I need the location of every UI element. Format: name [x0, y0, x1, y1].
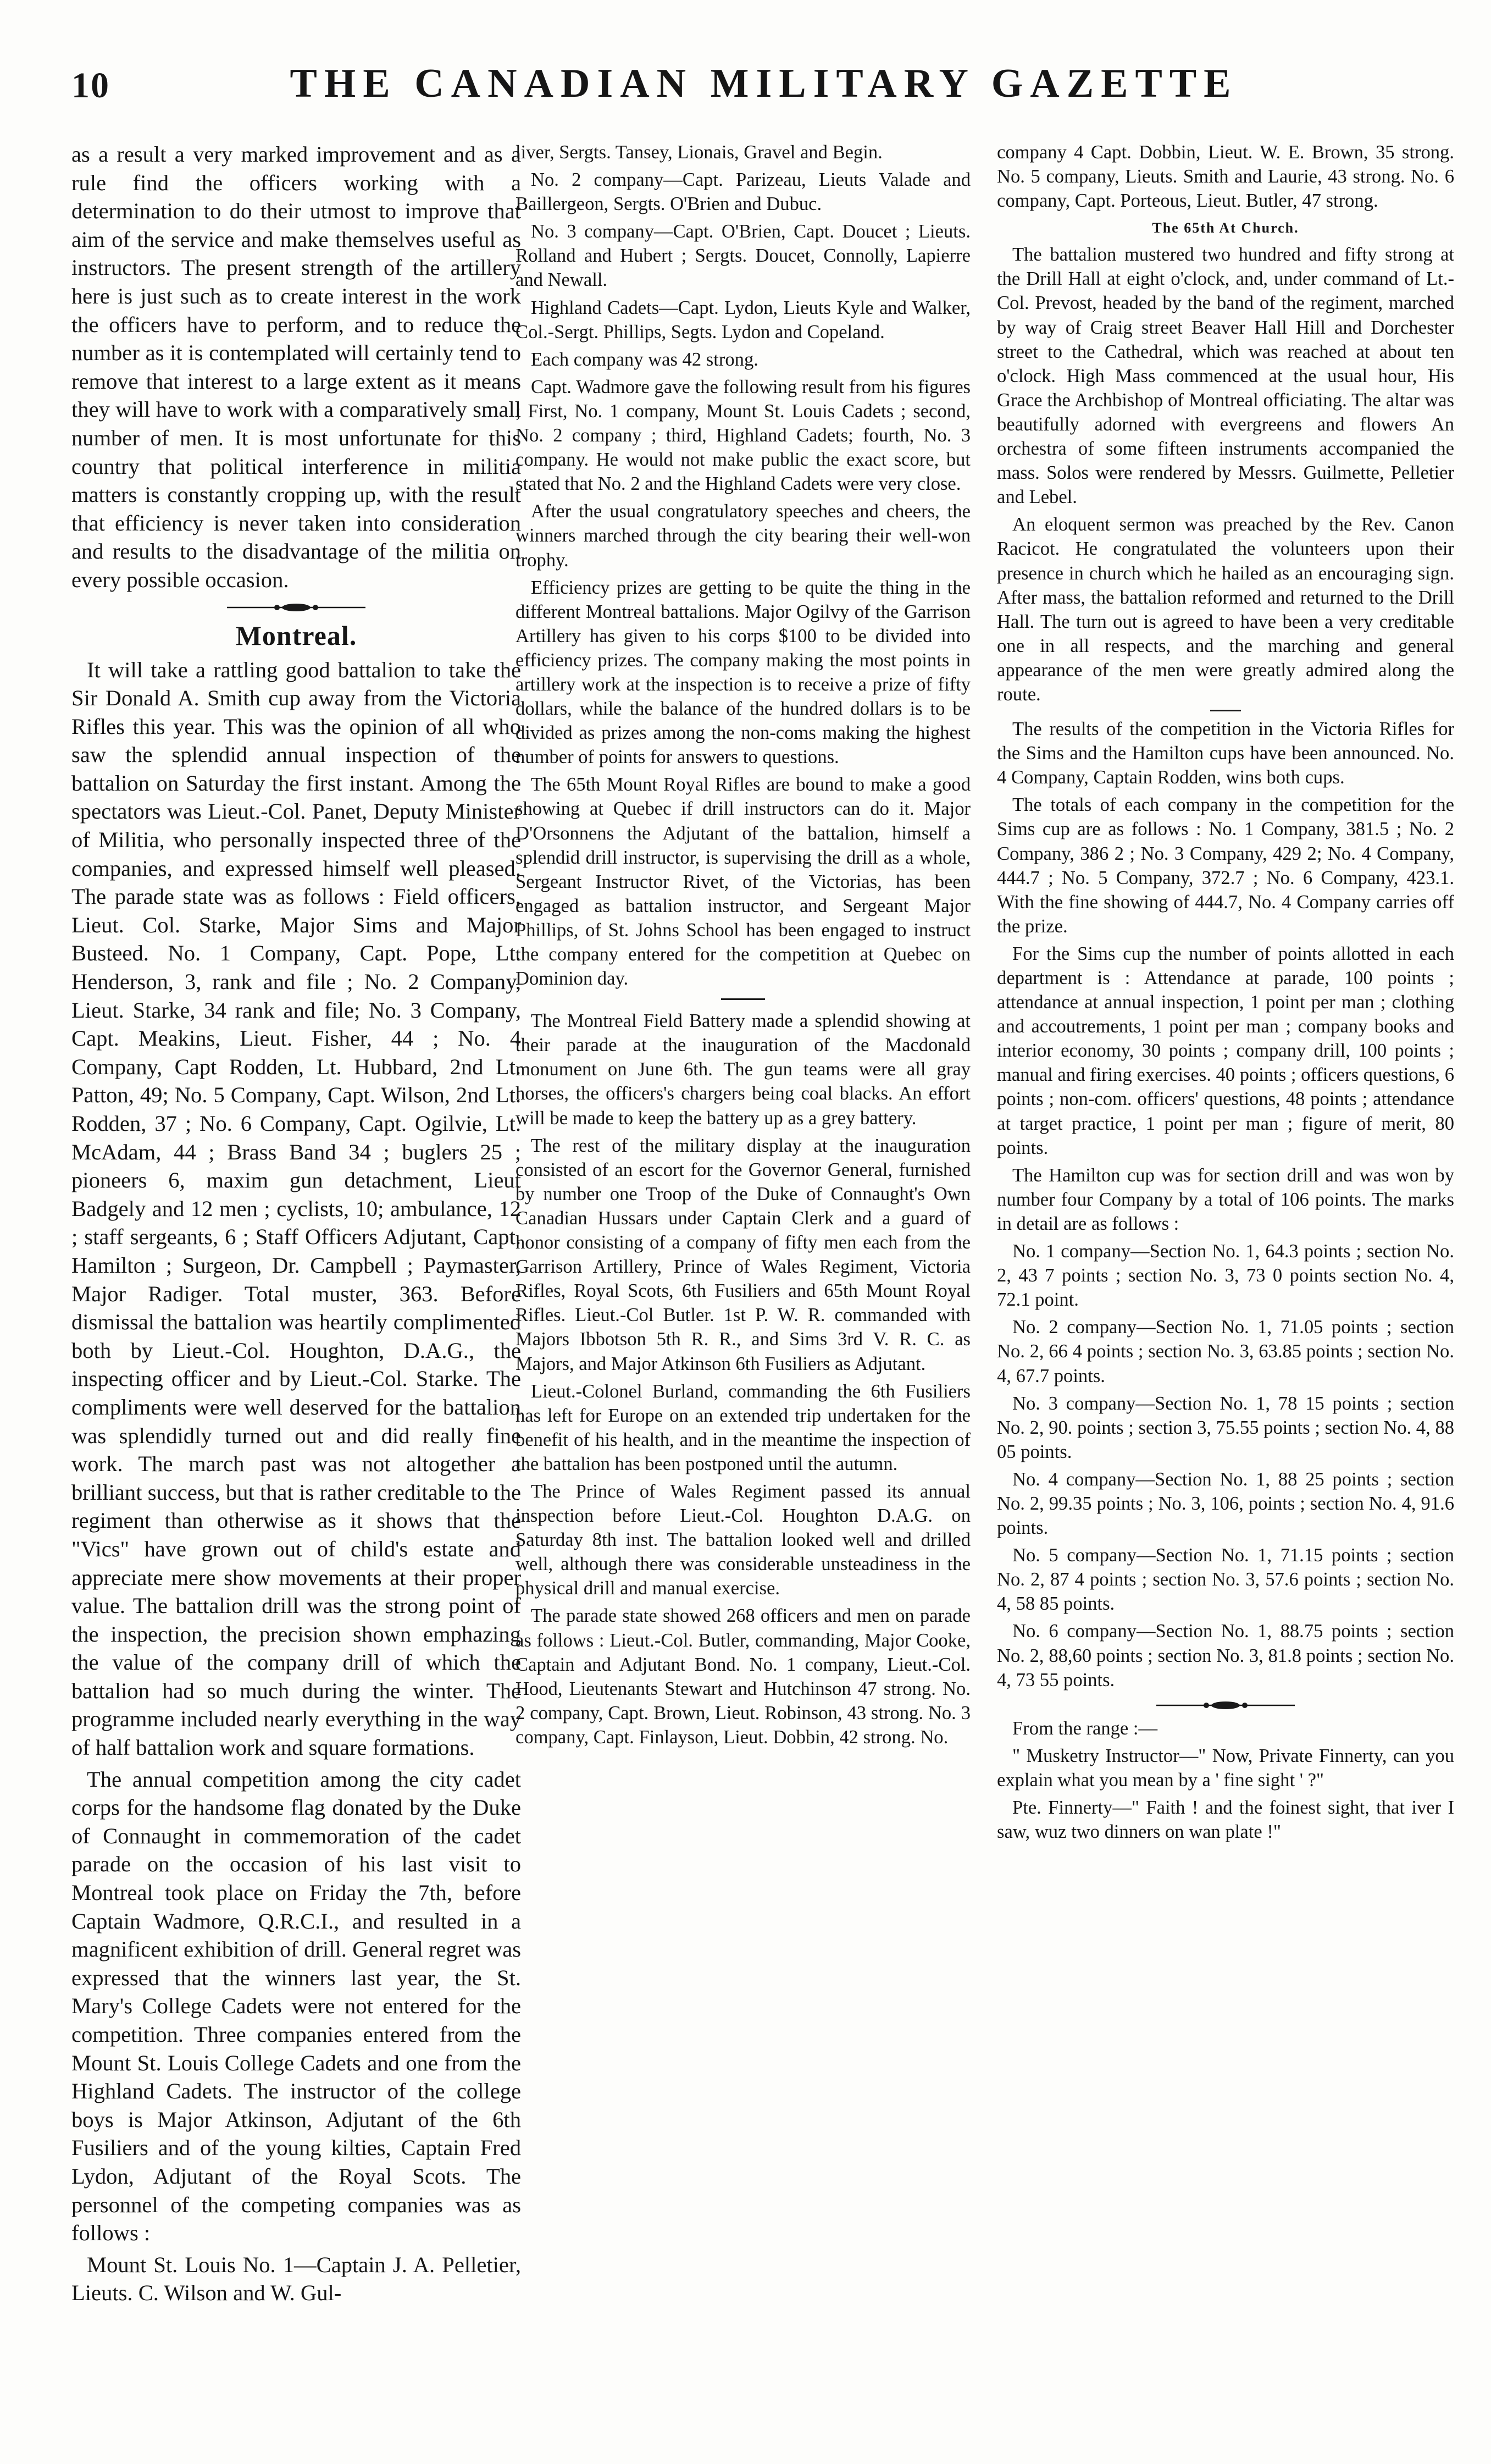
article-paragraph: Capt. Wadmore gave the following result from his figures ; First, No. 1 company, Mount St. Louis Cadets ; second, No. 2 company ; third, Highland Cadets; fourth, No. 3 company. He would not make public the exact score, but stated that No. 2 and the Highland Cadets were very close.	[516, 376, 971, 495]
article-paragraph: No. 3 company—Capt. O'Brien, Capt. Doucet ; Lieuts. Rolland and Hubert ; Sergts. Doucet, Connolly, Lapierre and Newall.	[516, 221, 971, 291]
article-paragraph: liver, Sergts. Tansey, Lionais, Gravel and Begin.	[516, 142, 883, 163]
article-paragraph: as a result a very marked improvement and as a rule find the officers working with a determination to do their utmost to improve that aim of the service and make themselves useful as instructors. The present strength of the artillery here is just such as to create interest in the work the officers have to perform, and to reduce the number as it is contemplated will certainly tend to remove that interest to a large extent as it means they will have to work with a comparatively small number of men. It is most unfortunate for this country that political interference in militia matters is constantly cropping up, with the result that efficiency is never taken into consideration and results to the disadvantage of the militia on every possible occasion.	[71, 142, 521, 592]
article-paragraph: Each company was 42 strong.	[531, 349, 758, 370]
article-paragraph: The battalion mustered two hundred and fifty strong at the Drill Hall at eight o'clock, and, under command of Lt.-Col. Prevost, headed by the band of the regiment, marched by way of Craig street Beaver Hall Hill and Dorchester street to the Cathedral, which was reached at about ten o'clock. High Mass commenced at the usual hour, His Grace the Archbishop of Montreal officiating. The altar was beautifully adorned with evergreens and flowers An orchestra of some fifteen instruments accompanied the mass. Solos were rendered by Messrs. Guilmette, Pelletier and Lebel.	[997, 244, 1454, 508]
column-1	[71, 140, 521, 2422]
score-paragraph: No. 6 company—Section No. 1, 88.75 points ; section No. 2, 88,60 points ; section No. 3, 81.8 points ; section No. 4, 73 55 points.	[997, 1621, 1454, 1690]
article-paragraph: The rest of the military display at the inauguration consisted of an escort for the Governor General, furnished by number one Troop of the Duke of Connaught's Own Canadian Hussars under Captain Clerk and a guard of honor consisting of a company of fifty men each from the Garrison Artillery, Prince of Wales Regiment, Victoria Rifles, Royal Scots, 6th Fusiliers and 65th Mount Royal Rifles. Lieut.-Col Butler. 1st P. W. R. commanded with Majors Ibbotson 5th R. R., and Sims 3rd V. R. C. as Majors, and Major Atkinson 6th Fusiliers as Adjutant.	[516, 1135, 971, 1374]
article-paragraph: For the Sims cup the number of points allotted in each department is : Attendance at parade, 100 points ; attendance at annual inspection, 1 point per man ; clothing and accoutrements, 1 point per man ; company books and interior economy, 30 points ; company drill, 100 points ; manual and firing exercises. 40 points ; officers questions, 6 points ; non-com. officers' questions, 48 points ; attendance at target practice, 1 point per man ; figure of merit, 80 points.	[997, 943, 1454, 1158]
article-paragraph: No. 2 company—Capt. Parizeau, Lieuts Valade and Baillergeon, Sergts. O'Brien and Dubuc.	[516, 169, 971, 215]
article-paragraph: company 4 Capt. Dobbin, Lieut. W. E. Brown, 35 strong. No. 5 company, Lieuts. Smith and Laurie, 43 strong. No. 6 company, Capt. Porteous, Lieut. Butler, 47 strong.	[997, 142, 1454, 212]
subheading-65th-at-church: The 65th At Church.	[1152, 220, 1299, 236]
article-paragraph: The Hamilton cup was for section drill and was won by number four Company by a total of 106 points. The marks in detail are as follows :	[997, 1164, 1454, 1234]
article-paragraph: Efficiency prizes are getting to be quite the thing in the different Montreal battalions. Major Ogilvy of the Garrison Artillery has given to his corps $100 to be divided into efficiency prizes. The company making the most points in artillery work at the inspection is to receive a prize of fifty dollars, while the balance of the hundred dollars is to be divided as prizes among the non-coms making the highest number of points for answers to questions.	[516, 577, 971, 768]
article-paragraph: Pte. Finnerty—" Faith ! and the foinest sight, that iver I saw, wuz two dinners on wan plate !"	[997, 1797, 1454, 1843]
score-paragraph: No. 2 company—Section No. 1, 71.05 points ; section No. 2, 66 4 points ; section No. 3, 63.85 points ; section No. 4, 67.7 points.	[997, 1317, 1454, 1386]
page-header	[71, 55, 1456, 115]
article-paragraph: The Montreal Field Battery made a splendid showing at their parade at the inauguration of the Macdonald monument on June 6th. The gun teams were all gray horses, the officers's chargers being coal blacks. An effort will be made to keep the battery up as a grey battery.	[516, 1010, 971, 1129]
masthead-title: THE CANADIAN MILITARY GAZETTE	[290, 61, 1238, 106]
column-2	[516, 140, 971, 2422]
article-paragraph: The Prince of Wales Regiment passed its annual inspection before Lieut.-Col. Houghton D.A.G. on Saturday 8th inst. The battalion looked well and drilled well, although there was considerable unsteadiness in the physical drill and manual exercise.	[516, 1480, 971, 1599]
article-paragraph: Mount St. Louis No. 1—Captain J. A. Pelletier, Lieuts. C. Wilson and W. Gul-	[71, 2252, 521, 2306]
article-paragraph: An eloquent sermon was preached by the Rev. Canon Racicot. He congratulated the volunteers upon their presence in church which he hailed as an encouraging sign. After mass, the battalion reformed and returned to the Drill Hall. The turn out is agreed to have been a very creditable one in all respects, and the marching and general appearance of the men were greatly admired along the route.	[997, 514, 1454, 705]
article-paragraph: It will take a rattling good battalion to take the Sir Donald A. Smith cup away from the Victoria Rifles this year. This was the opinion of all who saw the splendid annual inspection of the battalion on Saturday the first instant. Among the spectators was Lieut.-Col. Panet, Deputy Minister of Militia, who personally inspected three of the companies, and expressed himself well pleased. The parade state was as follows : Field officers, Lieut. Col. Starke, Major Sims and Major Busteed. No. 1 Company, Capt. Pope, Lt. Henderson, 3, rank and file ; No. 2 Company, Lieut. Starke, 34 rank and file; No. 3 Company, Capt. Meakins, Lieut. Fisher, 44 ; No. 4 Company, Capt Rodden, Lt. Hubbard, 2nd Lt. Patton, 49; No. 5 Company, Capt. Wilson, 2nd Lt. Rodden, 37 ; No. 6 Company, Capt. Ogilvie, Lt. McAdam, 44 ; Brass Band 34 ; buglers 25 ; pioneers 6, maxim gun detachment, Lieut Badgely and 12 men ; cyclists, 10; ambulance, 12 ; staff sergeants, 6 ; Staff Officers Adjutant, Capt. Hamilton ; Surgeon, Dr. Campbell ; Paymaster, Major Radiger. Total muster, 363. Before dismissal the battalion was heartily complimented both by Lieut.-Col. Houghton, D.A.G., the inspecting officer and by Lieut.-Col. Starke. The compliments were well deserved for the battalion was splendidly turned out and did really fine work. The march past was not altogether a brilliant success, but that is rather creditable to the regiment than otherwise as it shows that the "Vics" have grown out of child's estate and appreciate mere show movements at their proper value. The battalion drill was the strong point of the inspection, the precision shown emphazing the value of the company drill of which the battalion had so much during the winter. The programme included nearly everything in the way of half battalion work and square formations.	[71, 657, 521, 1760]
section-rule	[721, 998, 765, 1000]
article-paragraph: Lieut.-Colonel Burland, commanding the 6th Fusiliers has left for Europe on an extended trip undertaken for the benefit of his health, and in the meantime the inspection of the battalion has been postponed until the autumn.	[516, 1380, 971, 1474]
article-paragraph: The 65th Mount Royal Rifles are bound to make a good showing at Quebec if drill instructors can do it. Major D'Orsonnens the Adjutant of the battalion, himself a splendid drill instructor, is supervising the drill as a whole, Sergeant Instructor Rivet, of the Victorias, has been engaged as battalion instructor, and Sergeant Major Phillips, of St. Johns School has been engaged to instruct the company entered for the competition at Quebec on Dominion day.	[516, 774, 971, 990]
score-paragraph: No. 5 company—Section No. 1, 71.15 points ; section No. 2, 87 4 points ; section No. 3, 57.6 points ; section No. 4, 58 85 points.	[997, 1545, 1454, 1615]
score-paragraph: No. 1 company—Section No. 1, 64.3 points ; section No. 2, 43 7 points ; section No. 3, 73 0 points section No. 4, 72.1 point.	[997, 1241, 1454, 1311]
article-paragraph: The totals of each company in the competition for the Sims cup are as follows : No. 1 Company, 381.5 ; No. 2 Company, 386 2 ; No. 3 Company, 429 2; No. 4 Company, 444.7 ; No. 5 Company, 372.7 ; No. 6 Company, 423.1. With the fine showing of 444.7, No. 4 Company carries off the prize.	[997, 794, 1454, 937]
article-paragraph: From the range :—	[1012, 1717, 1158, 1739]
section-rule	[1210, 710, 1241, 711]
score-paragraph: No. 3 company—Section No. 1, 78 15 points ; section No. 2, 90. points ; section 3, 75.55 points ; section No. 4, 88 05 points.	[997, 1393, 1454, 1462]
ornament-divider	[225, 602, 368, 613]
page-number: 10	[71, 65, 110, 106]
article-paragraph: The results of the competition in the Victoria Rifles for the Sims and the Hamilton cups have been announced. No. 4 Company, Captain Rodden, wins both cups.	[997, 719, 1454, 788]
article-paragraph: Highland Cadets—Capt. Lydon, Lieuts Kyle and Walker, Col.-Sergt. Phillips, Segts. Lydon and Copeland.	[516, 297, 971, 342]
score-paragraph: No. 4 company—Section No. 1, 88 25 points ; section No. 2, 99.35 points ; No. 3, 106, points ; section No. 4, 91.6 points.	[997, 1468, 1454, 1539]
article-paragraph: " Musketry Instructor—" Now, Private Finnerty, can you explain what you mean by a ' fine sight ' ?"	[997, 1745, 1454, 1791]
article-paragraph: The parade state showed 268 officers and men on parade as follows : Lieut.-Col. Butler, commanding, Major Cooke, Captain and Adjutant Bond. No. 1 company, Lieut.-Col. Hood, Lieutenants Stewart and Hutchinson 47 strong. No. 2 company, Capt. Brown, Lieut. Robinson, 43 strong. No. 3 company, Capt. Finlayson, Lieut. Dobbin, 42 strong. No.	[516, 1605, 971, 1748]
section-heading-montreal: Montreal.	[235, 620, 357, 651]
ornament-divider	[1154, 1700, 1297, 1711]
article-paragraph: After the usual congratulatory speeches and cheers, the winners marched through the city bearing their well-won trophy.	[516, 501, 971, 571]
column-3	[997, 140, 1454, 2422]
article-paragraph: The annual competition among the city cadet corps for the handsome flag donated by the Duke of Connaught in commemoration of the cadet parade on the occasion of his last visit to Montreal took place on Friday the 7th, before Captain Wadmore, Q.R.C.I., and resulted in a magnificent exhibition of drill. General regret was expressed that the winners last year, the St. Mary's College Cadets were not entered for the competition. Three companies entered from the Mount St. Louis College Cadets and one from the Highland Cadets. The instructor of the college boys is Major Atkinson, Adjutant of the 6th Fusiliers and of the young kilties, Captain Fred Lydon, Adjutant of the Royal Scots. The personnel of the competing companies was as follows :	[71, 1766, 521, 2246]
